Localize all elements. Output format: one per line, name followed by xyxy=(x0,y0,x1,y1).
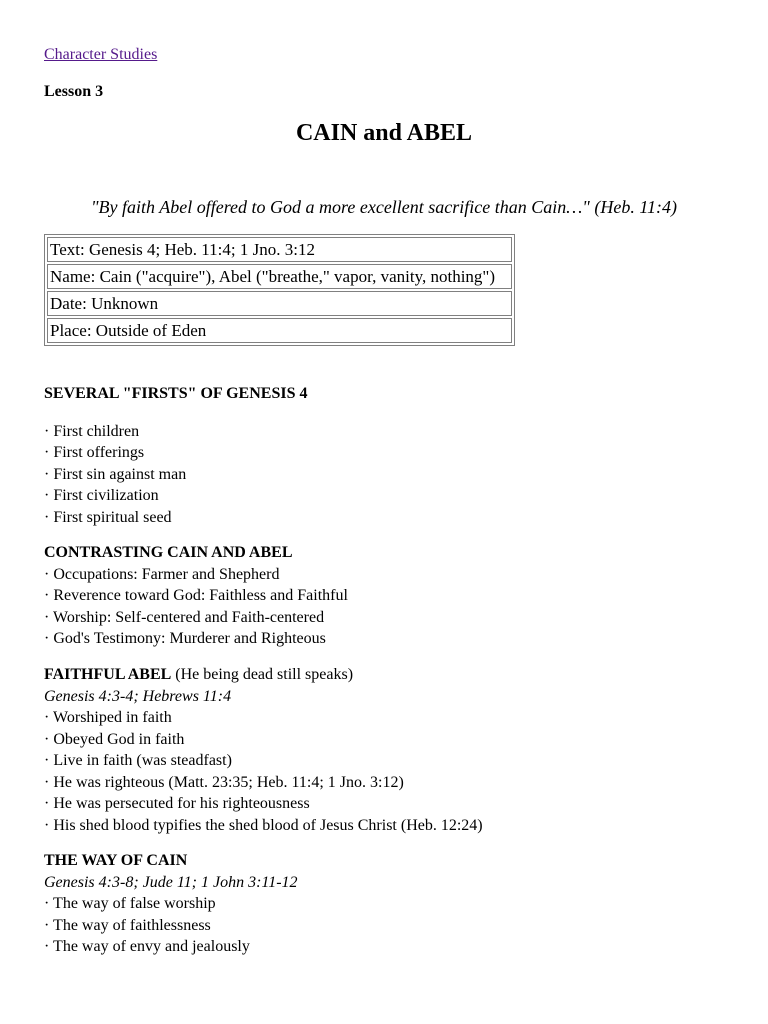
abel-heading: FAITHFUL ABEL xyxy=(44,666,172,683)
abel-reference: Genesis 4:3-4; Hebrews 11:4 xyxy=(44,687,232,705)
page-title: CAIN and ABEL xyxy=(295,120,473,146)
list-item: · The way of envy and jealously xyxy=(44,938,250,955)
list-item: · The way of false worship xyxy=(44,895,216,912)
info-name-cell: Name: Cain ("acquire"), Abel ("breathe," vapor, vanity, nothing") xyxy=(47,264,512,289)
table-row xyxy=(47,264,512,289)
abel-heading-line xyxy=(44,664,744,686)
abel-section xyxy=(44,664,744,836)
contrast-section xyxy=(44,542,744,650)
list-item: · The way of faithlessness xyxy=(44,916,211,934)
list-item: · Reverence toward God: Faithless and Faithful xyxy=(44,587,348,604)
info-text-cell: Text: Genesis 4; Heb. 11:4; 1 Jno. 3:12 xyxy=(47,237,512,262)
list-item: · First sin against man xyxy=(44,465,187,483)
scripture-quote: "By faith Abel offered to God a more excellent sacrifice than Cain…" (Heb. 11:4) xyxy=(91,197,677,217)
firsts-heading: SEVERAL "FIRSTS" OF GENESIS 4 xyxy=(44,385,308,402)
lesson-label: Lesson 3 xyxy=(44,83,104,100)
cain-section xyxy=(44,850,744,958)
table-row xyxy=(47,318,512,343)
character-studies-link[interactable]: Character Studies xyxy=(44,46,158,63)
info-date-cell: Date: Unknown xyxy=(47,291,512,316)
list-item: · First offerings xyxy=(44,444,145,461)
list-item: · First children xyxy=(44,422,140,440)
cain-heading: THE WAY OF CAIN xyxy=(44,852,188,869)
abel-heading-suffix: (He being dead still speaks) xyxy=(171,666,354,683)
cain-reference: Genesis 4:3-8; Jude 11; 1 John 3:11-12 xyxy=(44,873,298,891)
info-table xyxy=(44,234,515,346)
info-place-cell: Place: Outside of Eden xyxy=(47,318,512,343)
table-row xyxy=(47,291,512,316)
list-item: · Obeyed God in faith xyxy=(44,730,185,748)
list-item: · First spiritual seed xyxy=(44,508,172,526)
list-item: · Live in faith (was steadfast) xyxy=(44,752,232,769)
list-item: · Worship: Self-centered and Faith-centered xyxy=(44,608,325,626)
list-item: · Occupations: Farmer and Shepherd xyxy=(44,565,280,583)
firsts-section xyxy=(44,383,744,528)
list-item: · He was righteous (Matt. 23:35; Heb. 11:4; 1 Jno. 3:12) xyxy=(44,773,404,791)
list-item: · Worshiped in faith xyxy=(44,709,172,726)
list-item: · God's Testimony: Murderer and Righteous xyxy=(44,630,326,647)
list-item: · He was persecuted for his righteousness xyxy=(44,795,310,812)
contrast-heading: CONTRASTING CAIN AND ABEL xyxy=(44,544,293,561)
list-item: · First civilization xyxy=(44,487,159,504)
table-row xyxy=(47,237,512,262)
list-item: · His shed blood typifies the shed blood of Jesus Christ (Heb. 12:24) xyxy=(44,816,483,834)
